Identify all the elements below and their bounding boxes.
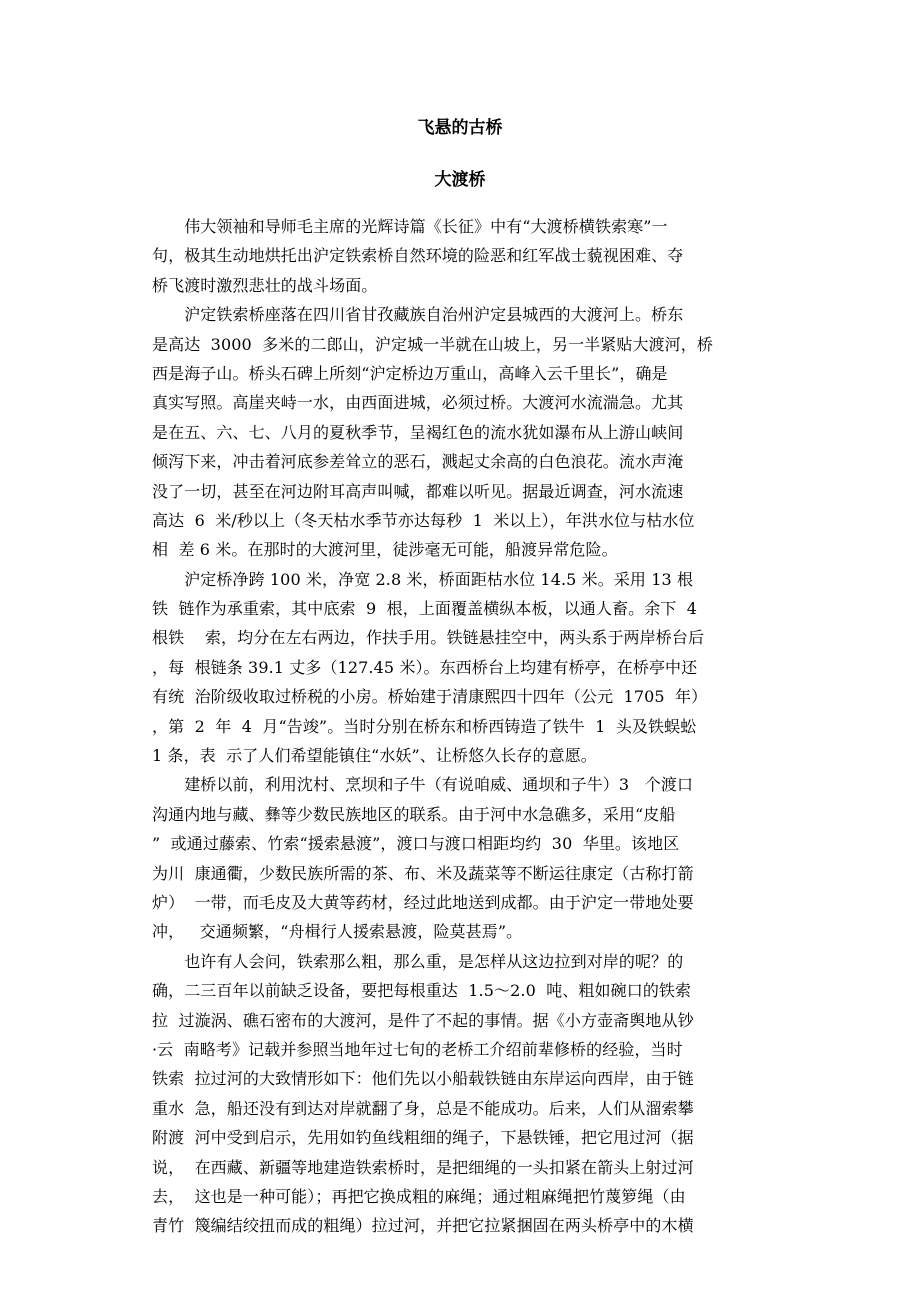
text-line: ，每 根链条 39.1 丈多（127.45 米）。东西桥台上均建有桥亭，在桥亭中还 [152, 657, 698, 677]
text-line: ，第 2 年 4 月“告竣”。当时分别在桥东和桥西铸造了铁牛 1 头及铁蜈蚣 [152, 716, 697, 736]
text-line: 青竹 篾编结绞扭而成的粗绳）拉过河，并把它拉紧捆固在两头桥亭中的木横 [152, 1216, 694, 1236]
text-line: 沟通内地与藏、彝等少数民族地区的联系。由于河中水急礁多，采用“皮船 [152, 804, 676, 824]
text-line: 相 差 6 米。在那时的大渡河里，徒涉毫无可能，船渡异常危险。 [152, 540, 618, 560]
document-body [152, 212, 772, 1241]
text-line: 根铁 索，均分在左右两边，作扶手用。铁链悬挂空中，两头系于两岸桥台后 [152, 628, 705, 648]
document-subtitle: 大渡桥 [434, 170, 486, 190]
text-line: 是高达 3000 多米的二郎山，沪定城一半就在山坡上，另一半紧贴大渡河，桥 [152, 334, 713, 354]
text-line: 建桥以前，利用沈村、烹坝和子牛（有说咱威、通坝和子牛）3 个渡口 [152, 775, 694, 795]
text-line: 真实写照。高崖夹峙一水，由西面进城，必须过桥。大渡河水流湍急。尤其 [152, 393, 684, 413]
text-line: ·云 南略考》记载并参照当地年过七旬的老桥工介绍前辈修桥的经验，当时 [152, 1039, 683, 1059]
document-title: 飞悬的古桥 [417, 118, 503, 138]
text-line: 沪定铁索桥座落在四川省甘孜藏族自治州沪定县城西的大渡河上。桥东 [152, 305, 684, 325]
text-line: 说， 在西藏、新疆等地建造铁索桥时，是把细绳的一头扣紧在箭头上射过河 [152, 1157, 694, 1177]
text-line: 铁索 拉过河的大致情形如下：他们先以小船载铁链由东岸运向西岸，由于链 [152, 1069, 694, 1089]
text-line: 伟大领袖和导师毛主席的光辉诗篇《长征》中有“大渡桥横铁索寒”一 [152, 217, 668, 236]
text-line: 冲， 交通频繁，“舟楫行人援索悬渡，险莫甚焉”。 [152, 922, 523, 942]
text-line: ” 或通过藤索、竹索“援索悬渡”，渡口与渡口相距均约 30 华里。该地区 [152, 834, 680, 854]
text-line: 去， 这也是一种可能）；再把它换成粗的麻绳；通过粗麻绳把竹蔑箩绳（由 [152, 1186, 686, 1206]
text-line: 倾泻下来，冲击着河底参差耸立的恶石，溅起丈余高的白色浪花。流水声淹 [152, 452, 684, 472]
text-line: 沪定桥净跨 100 米，净宽 2.8 米，桥面距枯水位 14.5 米。采用 13 根 [152, 569, 694, 589]
text-line: 附渡 河中受到启示，先用如钓鱼线粗细的绳子，下悬铁锤，把它甩过河（据 [152, 1128, 694, 1148]
text-line: 铁 链作为承重索，其中底索 9 根，上面覆盖横纵本板，以通人畜。余下 4 [152, 599, 698, 619]
text-line: 桥飞渡时激烈悲壮的战斗场面。 [152, 275, 378, 295]
text-line: 1 条，表 示了人们希望能镇住“水妖”、让桥悠久长存的意愿。 [152, 746, 597, 766]
text-line: 是在五、六、七、八月的夏秋季节，呈褐红色的流水犹如瀑布从上游山峡间 [152, 422, 684, 442]
text-line: 西是海子山。桥头石碑上所刻“沪定桥边万重山，高峰入云千里长”，确是 [152, 363, 668, 383]
text-line: 炉） 一带，而毛皮及大黄等药材，经过此地送到成都。由于沪定一带地处要 [152, 892, 694, 912]
text-line: 高达 6 米/秒以上（冬天枯水季节亦达每秒 1 米以上），年洪水位与枯水位 [152, 510, 695, 530]
text-line: 有统 治阶级收取过桥税的小房。桥始建于清康熙四十四年（公元 1705 年） [152, 687, 708, 707]
text-line: 也许有人会问，铁索那么粗，那么重，是怎样从这边拉到对岸的呢？的 [152, 951, 684, 971]
text-line: 重水 急，船还没有到达对岸就翻了身，总是不能成功。后来，人们从溜索攀 [152, 1098, 694, 1118]
text-line: 确，二三百年以前缺乏设备，要把每根重达 1.5～2.0 吨、粗如碗口的铁索 [152, 981, 692, 1001]
text-line: 句，极其生动地烘托出沪定铁索桥自然环境的险恶和红军战士藐视困难、夺 [152, 246, 684, 266]
text-line: 拉 过漩涡、礁石密布的大渡河，是件了不起的事情。据《小方壶斋舆地从钞 [152, 1010, 694, 1030]
text-line: 没了一切，甚至在河边附耳高声叫喊，都难以听见。据最近调查，河水流速 [152, 481, 684, 501]
text-line: 为川 康通衢，少数民族所需的茶、布、米及蔬菜等不断运往康定（古称打箭 [152, 863, 694, 883]
